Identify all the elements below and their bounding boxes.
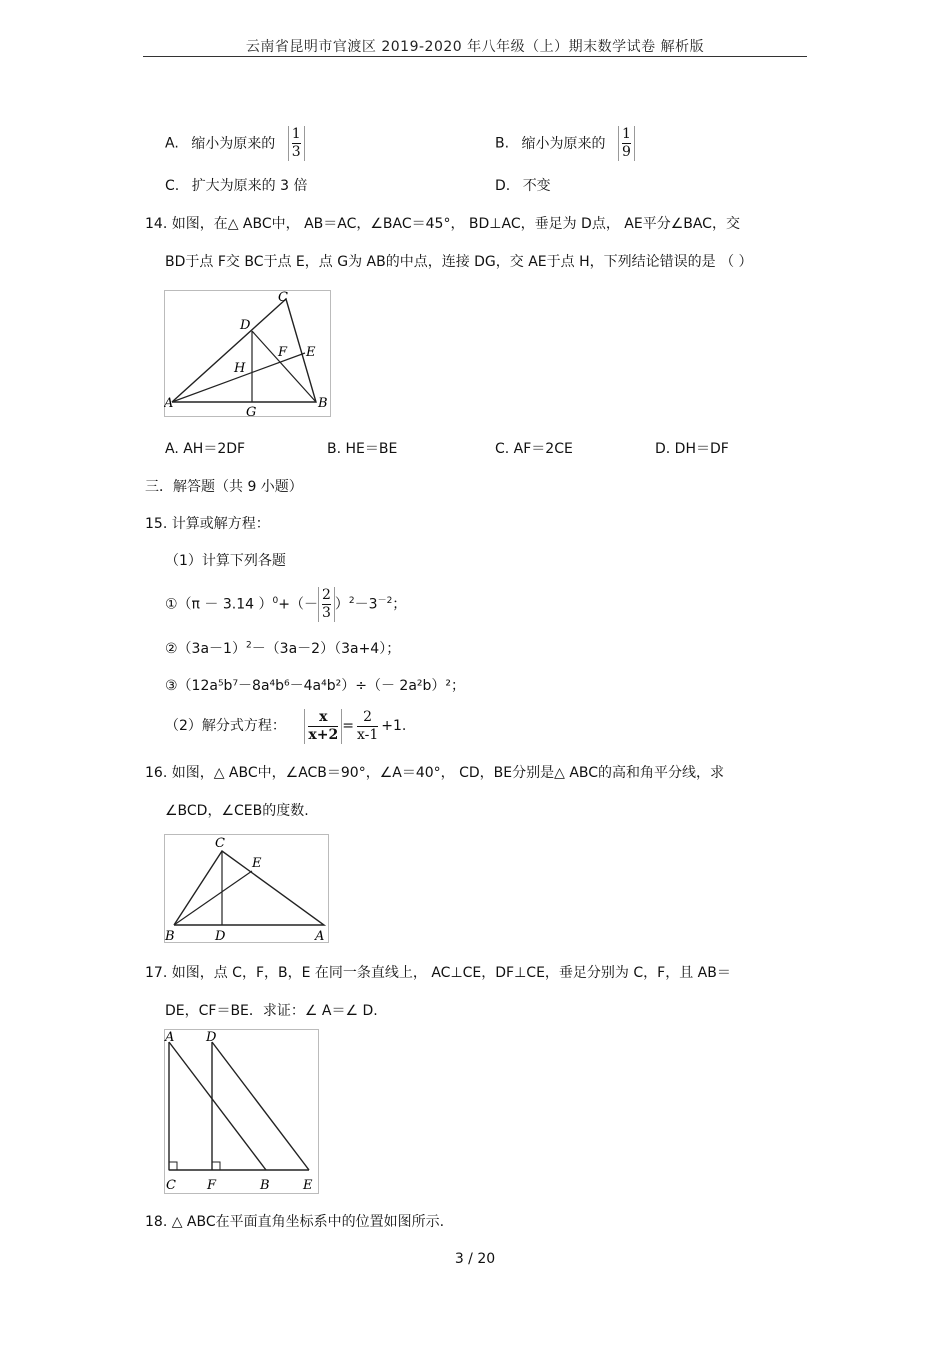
q15-eq-tail: +1. (381, 718, 407, 734)
q16-line1: 16. 如图，△ ABC中，∠ACB＝90°，∠A＝40°， CD，BE分别是△ ABC的高和角平分线，求 (145, 765, 725, 781)
q15-item1-mid: +（－ (278, 596, 318, 613)
q18-line1: 18. △ ABC在平面直角坐标系中的位置如图所示. (145, 1214, 445, 1230)
q15-item1-supneg2: －2 (377, 596, 393, 606)
q13-option-a-den: 3 (291, 144, 301, 160)
q13-option-a-num: 1 (291, 126, 301, 142)
label-b: B (260, 1178, 270, 1193)
q15-item1-close: ） (334, 596, 349, 613)
q13-option-d (495, 175, 551, 195)
q17-line2: DE，CF＝BE．求证：∠ A＝∠ D. (165, 1003, 378, 1019)
label-a: A (315, 929, 325, 944)
q14-figure (164, 290, 332, 418)
q13-option-d-label: D. (495, 178, 511, 194)
q15-eq-right-fraction (354, 709, 381, 744)
q13-option-a (165, 126, 305, 161)
q17-figure-frame (165, 1030, 319, 1194)
q13-option-a-label: A. (165, 135, 179, 152)
segment-bd (252, 331, 316, 402)
label-a: A (164, 396, 174, 411)
q15-item2-sup: 2 (245, 640, 252, 651)
q15-item1-prefix: ①（π － 3.14 ） (165, 596, 273, 613)
q15-item1 (165, 584, 406, 622)
q15-item1-fraction (318, 587, 335, 622)
q13-option-d-text: 不变 (522, 178, 551, 194)
page-number: 3 / 20 (454, 1251, 496, 1267)
triangle-abc (172, 299, 316, 402)
q13-option-a-text: 缩小为原来的 (191, 135, 276, 152)
q14-line2: BD于点 F交 BC于点 E，点 G为 AB的中点，连接 DG，交 AE于点 H，下列结论错误的是 （ ） (165, 254, 753, 270)
segment-ab (169, 1042, 266, 1170)
q15-item2 (165, 638, 400, 658)
q15-item1-tail: －3 (354, 596, 378, 613)
q17-figure (164, 1029, 320, 1195)
q13-option-b-den: 9 (621, 144, 631, 160)
q15-item1-end: ； (392, 596, 407, 613)
triangle-abc (174, 851, 324, 925)
segment-be (174, 871, 252, 925)
label-b: B (165, 929, 175, 944)
q13-option-b-text: 缩小为原来的 (521, 135, 606, 152)
q16-figure (164, 834, 330, 944)
q13-option-b-label: B. (495, 135, 510, 152)
q13-option-c-text: 扩大为原来的 3 倍 (191, 178, 308, 194)
label-e: E (252, 856, 262, 871)
label-c: C (278, 290, 288, 305)
q15-item3: ③（12a⁵b⁷－8a⁴b⁶－4a⁴b²）÷（－ 2a²b）²； (165, 678, 466, 694)
label-g: G (246, 405, 257, 418)
q14-option-a: A. AH＝2DF (165, 441, 246, 457)
label-d: D (215, 929, 226, 944)
q15-item1-sup0: 0 (272, 596, 279, 606)
q15-title: 15. 计算或解方程： (145, 516, 270, 532)
q15-item2-main: ②（3a－1） (165, 641, 246, 657)
label-d: D (240, 318, 251, 333)
q14-option-d: D. DH＝DF (655, 441, 729, 457)
right-angle-c (169, 1162, 177, 1170)
q15-item1-sup2: 2 (348, 596, 355, 606)
q15-part2 (165, 704, 406, 748)
q17-line1: 17. 如图，点 C，F，B，E 在同一条直线上， AC⊥CE，DF⊥CE，垂足分别为 C，F，且 AB＝ (145, 965, 731, 981)
q15-part1: （1）计算下列各题 (165, 553, 286, 569)
label-c: C (215, 836, 225, 851)
page-header: 云南省昆明市官渡区 2019-2020 年八年级（上）期末数学试卷 解析版 (245, 39, 705, 55)
q13-option-c-label: C. (165, 178, 180, 194)
label-e: E (303, 1178, 313, 1193)
q13-option-a-fraction (288, 126, 305, 161)
q16-line2: ∠BCD，∠CEB的度数. (165, 803, 309, 819)
label-h: H (234, 361, 246, 376)
q15-eq-left-num: x (308, 709, 338, 727)
label-b: B (318, 396, 328, 411)
q15-item1-den: 3 (321, 605, 331, 622)
label-c: C (166, 1178, 176, 1193)
q13-option-c (165, 175, 308, 195)
segment-de (212, 1042, 309, 1170)
q14-option-b: B. HE＝BE (327, 441, 398, 457)
q15-eq-left-fraction (304, 709, 342, 744)
q14-line1: 14. 如图，在△ ABC中， AB＝AC，∠BAC＝45°， BD⊥AC，垂足为 D点， AE平分∠BAC，交 (145, 216, 740, 232)
label-a: A (165, 1030, 175, 1045)
q15-part2-label: （2）解分式方程： (165, 718, 286, 734)
q13-option-b-num: 1 (621, 126, 631, 142)
q14-option-c: C. AF＝2CE (495, 441, 573, 457)
q15-eq-right-num: 2 (357, 709, 378, 727)
q16-figure-frame (165, 835, 329, 943)
header-divider (143, 56, 807, 57)
q15-eq-equals: = (342, 718, 354, 734)
q15-eq-right-den: x-1 (356, 726, 379, 743)
label-f: F (278, 345, 288, 360)
right-angle-f (212, 1162, 220, 1170)
label-e: E (306, 345, 316, 360)
q13-option-b (495, 126, 635, 161)
label-f: F (207, 1178, 217, 1193)
q15-item2-tail: －（3a－2）（3a+4）； (251, 641, 401, 657)
label-d: D (206, 1030, 217, 1045)
section-3-title: 三．解答题（共 9 小题） (145, 479, 303, 495)
q15-eq-left-den: x+2 (308, 726, 339, 743)
q15-item1-num: 2 (321, 587, 331, 604)
q13-option-b-fraction (618, 126, 635, 161)
